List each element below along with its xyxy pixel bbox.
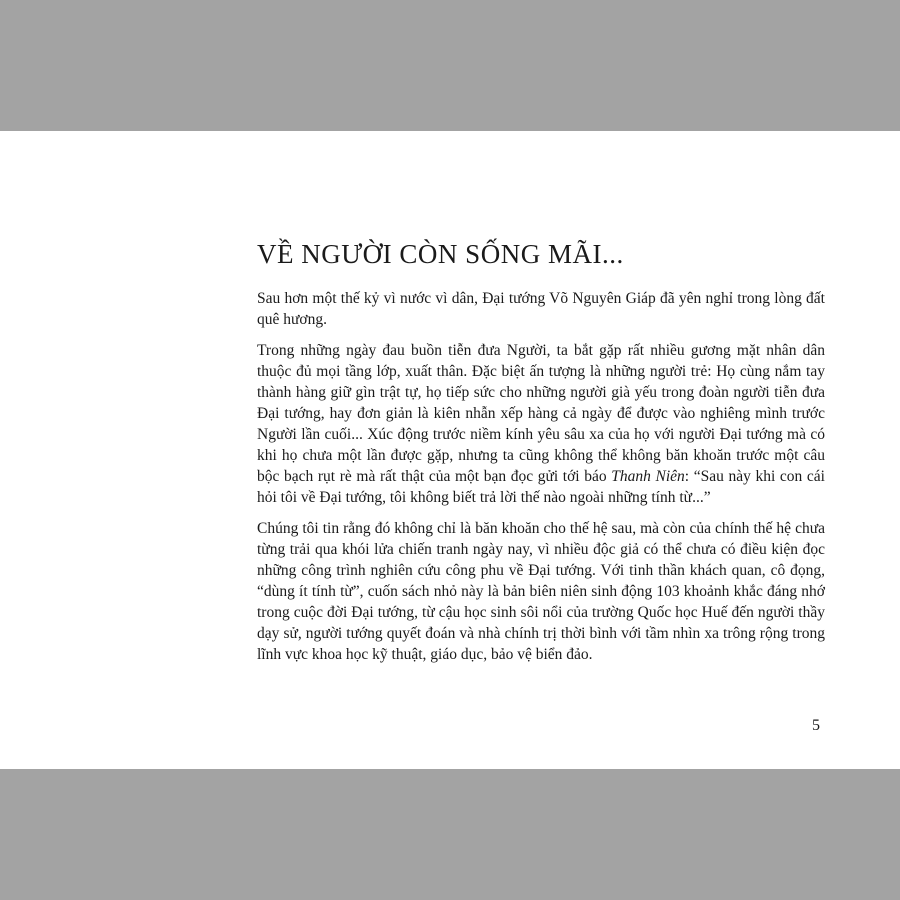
body-text	[257, 288, 825, 675]
paragraph-3: Chúng tôi tin rằng đó không chỉ là băn khoăn cho thế hệ sau, mà còn của chính thế hệ chưa từng trải qua khói lửa chiến tranh ngày nay, vì nhiều độc giả có thể chưa có điều kiện đọc những công trình nghiên cứu công phu về Đại tướng. Với tinh thần khách quan, cô đọng, “dùng ít tính từ”, cuốn sách nhỏ này là bản biên niên sinh động 103 khoảnh khắc đáng nhớ trong cuộc đời Đại tướng, từ cậu học sinh sôi nổi của trường Quốc học Huế đến người thầy dạy sử, người tướng quyết đoán và nhà chính trị thời bình với tầm nhìn xa trông rộng trong lĩnh vực khoa học kỹ thuật, giáo dục, bảo vệ biển đảo.	[257, 520, 825, 663]
newspaper-name: Thanh Niên	[611, 468, 685, 485]
page-number: 5	[812, 717, 820, 734]
book-page	[0, 131, 900, 769]
paragraph-1: Sau hơn một thế kỷ vì nước vì dân, Đại tướng Võ Nguyên Giáp đã yên nghỉ trong lòng đất quê hương.	[257, 290, 825, 328]
paragraph-2-quote: : “Sau này khi con cái hỏi tôi về Đại tướng, tôi không biết trả lời thế nào ngoài những tính từ...”	[257, 468, 825, 506]
chapter-title: VỀ NGƯỜI CÒN SỐNG MÃI...	[257, 239, 624, 269]
paragraph-2	[257, 340, 825, 508]
paragraph-2-text: Trong những ngày đau buồn tiễn đưa Người, ta bắt gặp rất nhiều gương mặt nhân dân thuộc đủ mọi tầng lớp, xuất thân. Đặc biệt ấn tượng là những người trẻ: Họ cùng nắm tay thành hàng giữ gìn trật tự, họ tiếp sức cho những người già yếu trong đoàn người tiễn đưa Đại tướng, hay đơn giản là kiên nhẫn xếp hàng cả ngày để được vào nghiêng mình trước Người lần cuối... Xúc động trước niềm kính yêu sâu xa của họ với người Đại tướng mà có khi họ chưa một lần được gặp, nhưng ta cũng không thể không băn khoăn trước một câu bộc bạch rụt rè mà rất thật của một bạn đọc gửi tới báo	[257, 342, 825, 485]
